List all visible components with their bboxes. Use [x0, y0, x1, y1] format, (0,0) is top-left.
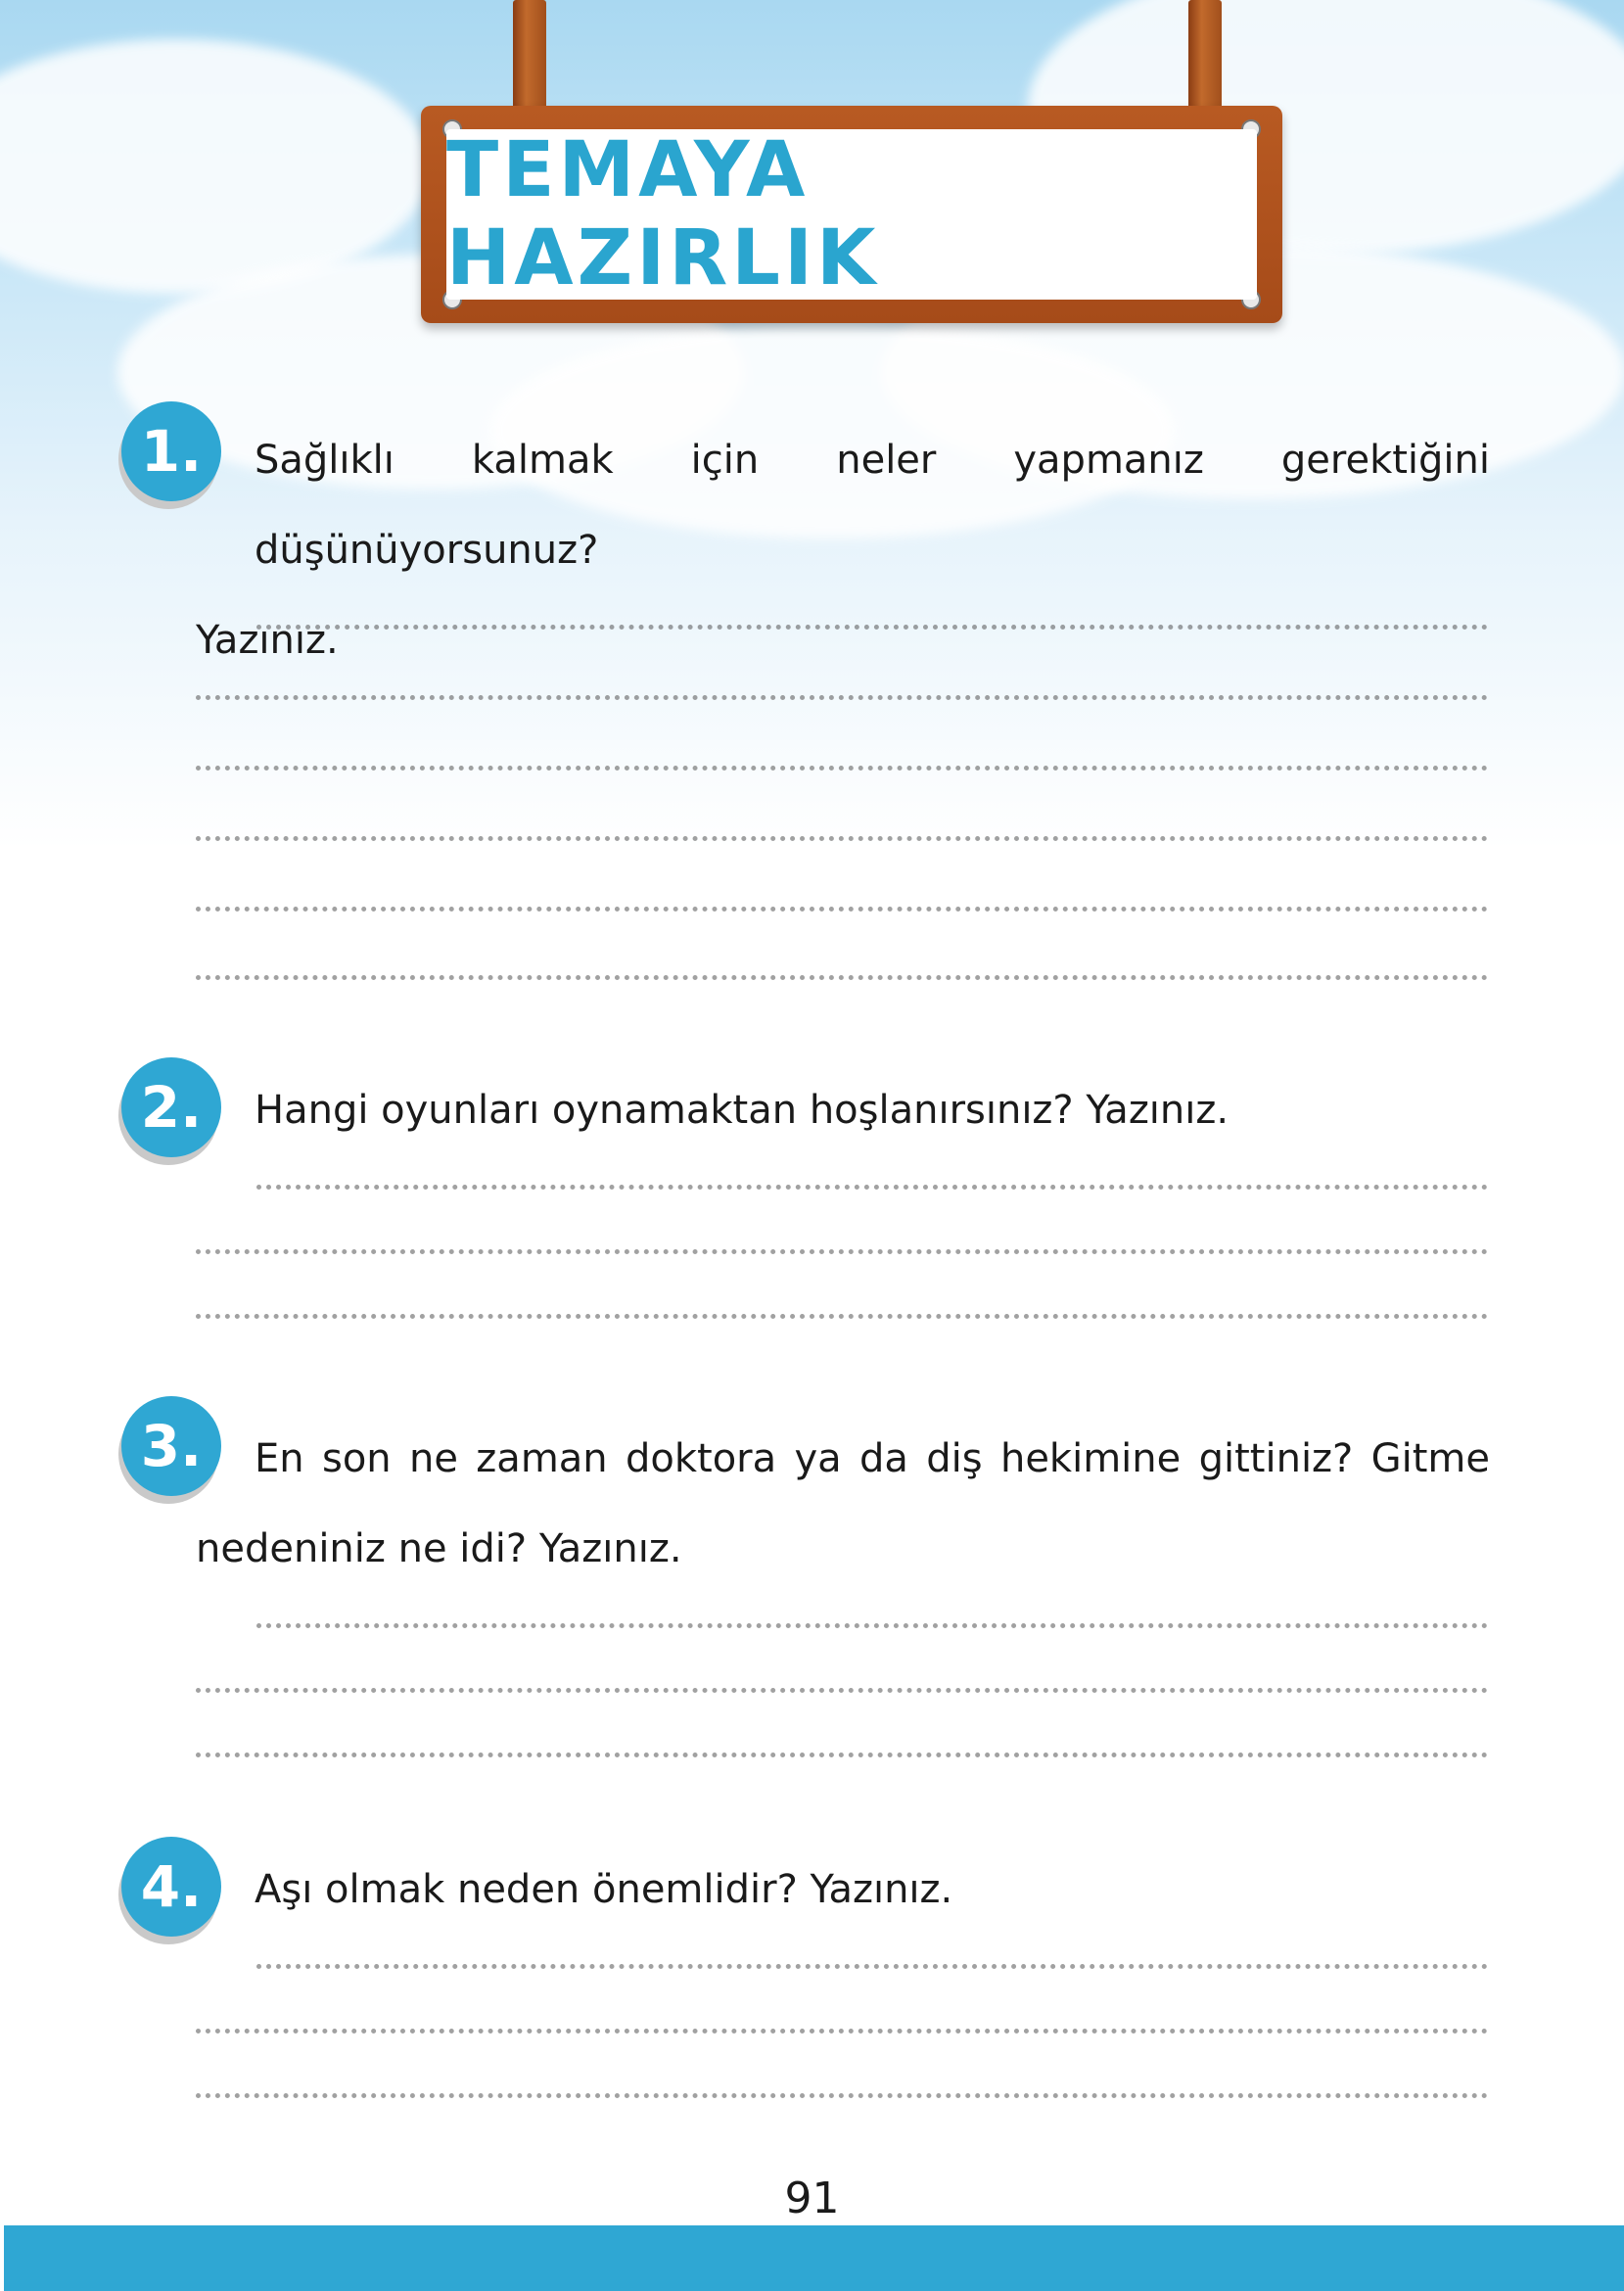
page-title: TEMAYA HAZIRLIK [446, 126, 880, 303]
page-number: 91 [784, 2174, 840, 2223]
answer-line[interactable] [196, 1753, 1488, 1757]
question-3-line1: En son ne zaman doktora ya da diş hekimine gittiniz? Gitme [255, 1436, 1490, 1481]
question-4-line1: Aşı olmak neden önemlidir? Yazınız. [255, 1867, 953, 1912]
answer-line[interactable] [256, 1964, 1488, 1969]
answer-line[interactable] [196, 2093, 1488, 2098]
sign-post-left [513, 0, 546, 117]
question-number-badge: 4. [121, 1837, 221, 1937]
question-4-text [255, 1845, 1488, 1935]
question-2-line1: Hangi oyunları oynamaktan hoşlanırsınız? Yazınız. [255, 1088, 1230, 1133]
question-1-line2: Yazınız. [196, 618, 339, 663]
answer-line[interactable] [196, 766, 1488, 771]
question-3-text [196, 1414, 1490, 1594]
question-number-badge: 3. [121, 1396, 221, 1496]
answer-line[interactable] [196, 1688, 1488, 1693]
footer-band [4, 2225, 1624, 2291]
question-number-badge: 2. [121, 1057, 221, 1157]
title-sign [421, 106, 1282, 323]
question-1-line1: Sağlıklı kalmak için neler yapmanız gerektiğini düşünüyorsunuz? [255, 438, 1490, 573]
answer-line[interactable] [256, 625, 1488, 630]
answer-line[interactable] [196, 695, 1488, 700]
sign-board [446, 126, 1257, 303]
answer-line[interactable] [196, 907, 1488, 912]
question-1-text [196, 415, 1490, 685]
question-2-text [255, 1065, 1488, 1155]
question-3-line2: nedeniniz ne idi? Yazınız. [196, 1526, 682, 1571]
answer-line[interactable] [256, 1185, 1488, 1190]
answer-line[interactable] [196, 836, 1488, 841]
sign-post-right [1188, 0, 1222, 117]
question-number-badge: 1. [121, 401, 221, 501]
answer-line[interactable] [196, 975, 1488, 980]
answer-line[interactable] [196, 1314, 1488, 1319]
answer-line[interactable] [196, 1249, 1488, 1254]
answer-line[interactable] [256, 1623, 1488, 1628]
answer-line[interactable] [196, 2029, 1488, 2034]
